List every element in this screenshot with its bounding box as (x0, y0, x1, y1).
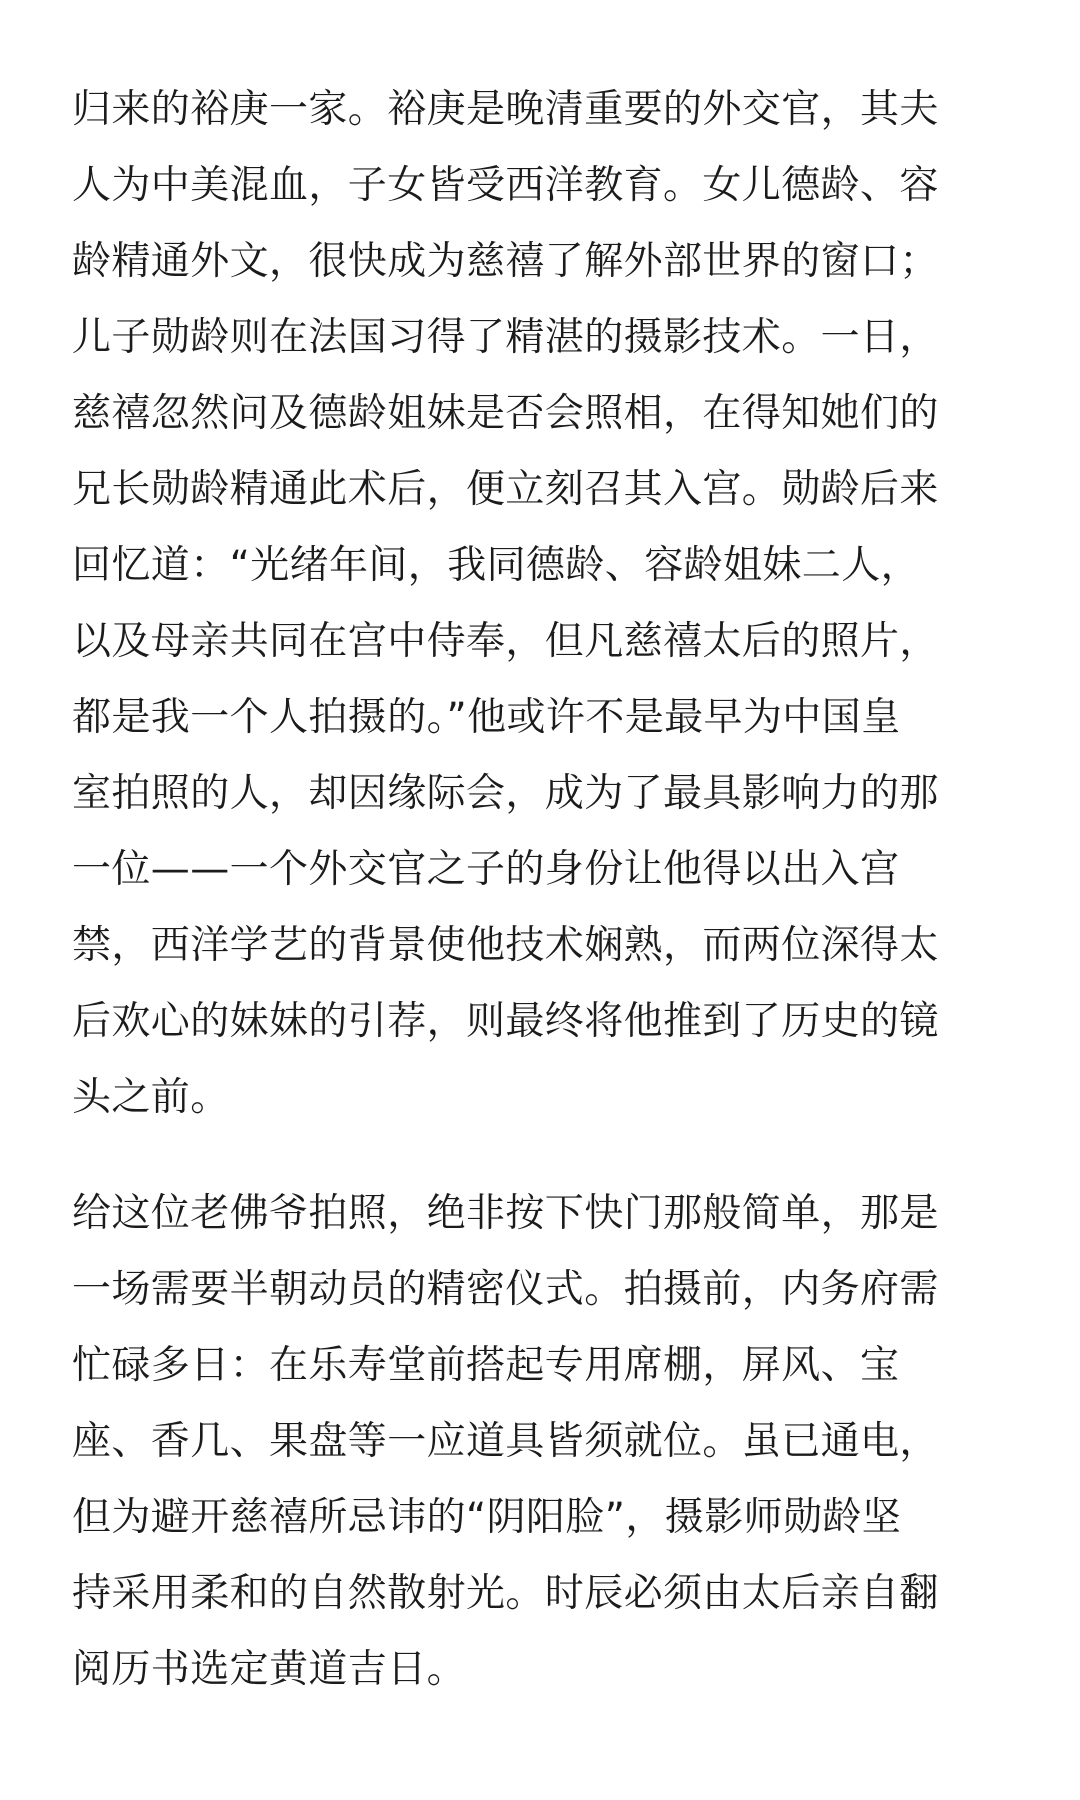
text-line: 阅历书选定黄道吉日。 (72, 1647, 467, 1692)
text-line: 头之前。 (72, 1075, 230, 1120)
paragraph (72, 1176, 1012, 1708)
text-line: 一位——一个外交官之子的身份让他得以出入宫 (72, 847, 900, 892)
text-line: 给这位老佛爷拍照，绝非按下快门那般简单，那是 (72, 1191, 939, 1236)
text-line: 忙碌多日：在乐寿堂前搭起专用席棚，屏风、宝 (72, 1343, 900, 1388)
article-body (72, 72, 1012, 1708)
text-line: 人为中美混血，子女皆受西洋教育。女儿德龄、容 (72, 163, 939, 208)
text-line: 慈禧忽然问及德龄姐妹是否会照相，在得知她们的 (72, 391, 939, 436)
text-line: 归来的裕庚一家。裕庚是晚清重要的外交官，其夫 (72, 87, 939, 132)
text-line: 但为避开慈禧所忌讳的“阴阳脸”，摄影师勋龄坚 (72, 1495, 902, 1540)
text-line: 持采用柔和的自然散射光。时辰必须由太后亲自翻 (72, 1571, 939, 1616)
text-line: 儿子勋龄则在法国习得了精湛的摄影技术。一日， (72, 315, 939, 360)
text-line: 一场需要半朝动员的精密仪式。拍摄前，内务府需 (72, 1267, 939, 1312)
text-line: 室拍照的人，却因缘际会，成为了最具影响力的那 (72, 771, 939, 816)
text-line: 座、香几、果盘等一应道具皆须就位。虽已通电， (72, 1419, 939, 1464)
text-line: 禁，西洋学艺的背景使他技术娴熟，而两位深得太 (72, 923, 939, 968)
text-line: 都是我一个人拍摄的。”他或许不是最早为中国皇 (72, 695, 901, 740)
paragraph (72, 72, 1012, 1136)
text-line: 回忆道：“光绪年间，我同德龄、容龄姐妹二人， (72, 543, 921, 588)
text-line: 以及母亲共同在宫中侍奉，但凡慈禧太后的照片， (72, 619, 939, 664)
text-line: 后欢心的妹妹的引荐，则最终将他推到了历史的镜 (72, 999, 939, 1044)
text-line: 龄精通外文，很快成为慈禧了解外部世界的窗口； (72, 239, 939, 284)
text-line: 兄长勋龄精通此术后，便立刻召其入宫。勋龄后来 (72, 467, 939, 512)
